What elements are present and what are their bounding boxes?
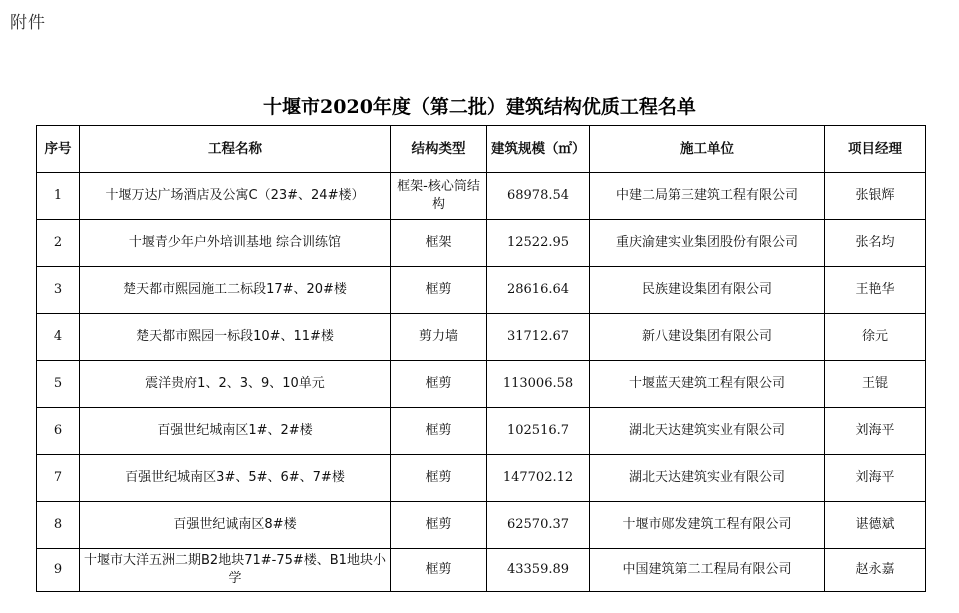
cell-contractor: 十堰蓝天建筑工程有限公司	[590, 361, 825, 408]
cell-contractor: 民族建设集团有限公司	[590, 267, 825, 314]
cell-index: 8	[37, 502, 80, 549]
cell-contractor: 湖北天达建筑实业有限公司	[590, 455, 825, 502]
table-header-row	[37, 126, 926, 173]
cell-building-scale: 102516.7	[487, 408, 590, 455]
cell-building-scale: 68978.54	[487, 173, 590, 220]
cell-project-name: 十堰万达广场酒店及公寓C（23#、24#楼）	[80, 173, 391, 220]
cell-building-scale: 43359.89	[487, 549, 590, 592]
cell-index: 4	[37, 314, 80, 361]
cell-building-scale: 12522.95	[487, 220, 590, 267]
cell-structure-type: 框架	[391, 220, 487, 267]
cell-contractor: 中建二局第三建筑工程有限公司	[590, 173, 825, 220]
attachment-label: 附件	[10, 13, 46, 33]
cell-project-manager: 谌德斌	[825, 502, 926, 549]
table-row	[37, 408, 926, 455]
cell-index: 3	[37, 267, 80, 314]
cell-structure-type: 框剪	[391, 408, 487, 455]
cell-contractor: 重庆渝建实业集团股份有限公司	[590, 220, 825, 267]
cell-structure-type: 框架-核心筒结构	[391, 173, 487, 220]
cell-structure-type: 框剪	[391, 549, 487, 592]
cell-contractor: 十堰市郧发建筑工程有限公司	[590, 502, 825, 549]
table-row	[37, 314, 926, 361]
cell-project-manager: 赵永嘉	[825, 549, 926, 592]
header-project-manager: 项目经理	[825, 126, 926, 173]
cell-project-name: 十堰青少年户外培训基地 综合训练馆	[80, 220, 391, 267]
cell-building-scale: 113006.58	[487, 361, 590, 408]
header-index: 序号	[37, 126, 80, 173]
cell-project-name: 十堰市大洋五洲二期B2地块71#-75#楼、B1地块小学	[80, 549, 391, 592]
cell-project-manager: 王艳华	[825, 267, 926, 314]
cell-project-name: 百强世纪城南区3#、5#、6#、7#楼	[80, 455, 391, 502]
cell-index: 5	[37, 361, 80, 408]
cell-index: 1	[37, 173, 80, 220]
cell-structure-type: 框剪	[391, 455, 487, 502]
table-row	[37, 220, 926, 267]
cell-project-manager: 刘海平	[825, 408, 926, 455]
cell-structure-type: 剪力墙	[391, 314, 487, 361]
header-building-scale: 建筑规模（㎡）	[487, 126, 590, 173]
cell-project-name: 百强世纪诚南区8#楼	[80, 502, 391, 549]
cell-building-scale: 28616.64	[487, 267, 590, 314]
table-row	[37, 502, 926, 549]
cell-project-manager: 刘海平	[825, 455, 926, 502]
cell-project-manager: 徐元	[825, 314, 926, 361]
cell-structure-type: 框剪	[391, 361, 487, 408]
table-row	[37, 549, 926, 592]
cell-project-manager: 张银辉	[825, 173, 926, 220]
document-title: 十堰市2020年度（第二批）建筑结构优质工程名单	[263, 96, 696, 118]
cell-project-manager: 王锟	[825, 361, 926, 408]
cell-building-scale: 62570.37	[487, 502, 590, 549]
cell-building-scale: 31712.67	[487, 314, 590, 361]
cell-index: 7	[37, 455, 80, 502]
cell-index: 9	[37, 549, 80, 592]
cell-project-manager: 张名均	[825, 220, 926, 267]
cell-structure-type: 框剪	[391, 267, 487, 314]
cell-index: 6	[37, 408, 80, 455]
cell-project-name: 楚天都市熙园施工二标段17#、20#楼	[80, 267, 391, 314]
table-row	[37, 361, 926, 408]
cell-structure-type: 框剪	[391, 502, 487, 549]
cell-index: 2	[37, 220, 80, 267]
header-project-name: 工程名称	[80, 126, 391, 173]
cell-contractor: 湖北天达建筑实业有限公司	[590, 408, 825, 455]
cell-contractor: 中国建筑第二工程局有限公司	[590, 549, 825, 592]
cell-project-name: 震洋贵府1、2、3、9、10单元	[80, 361, 391, 408]
table-row	[37, 173, 926, 220]
project-table	[36, 125, 926, 592]
table-row	[37, 455, 926, 502]
cell-contractor: 新八建设集团有限公司	[590, 314, 825, 361]
cell-building-scale: 147702.12	[487, 455, 590, 502]
cell-project-name: 楚天都市熙园一标段10#、11#楼	[80, 314, 391, 361]
header-contractor: 施工单位	[590, 126, 825, 173]
cell-project-name: 百强世纪城南区1#、2#楼	[80, 408, 391, 455]
table-row	[37, 267, 926, 314]
header-structure-type: 结构类型	[391, 126, 487, 173]
